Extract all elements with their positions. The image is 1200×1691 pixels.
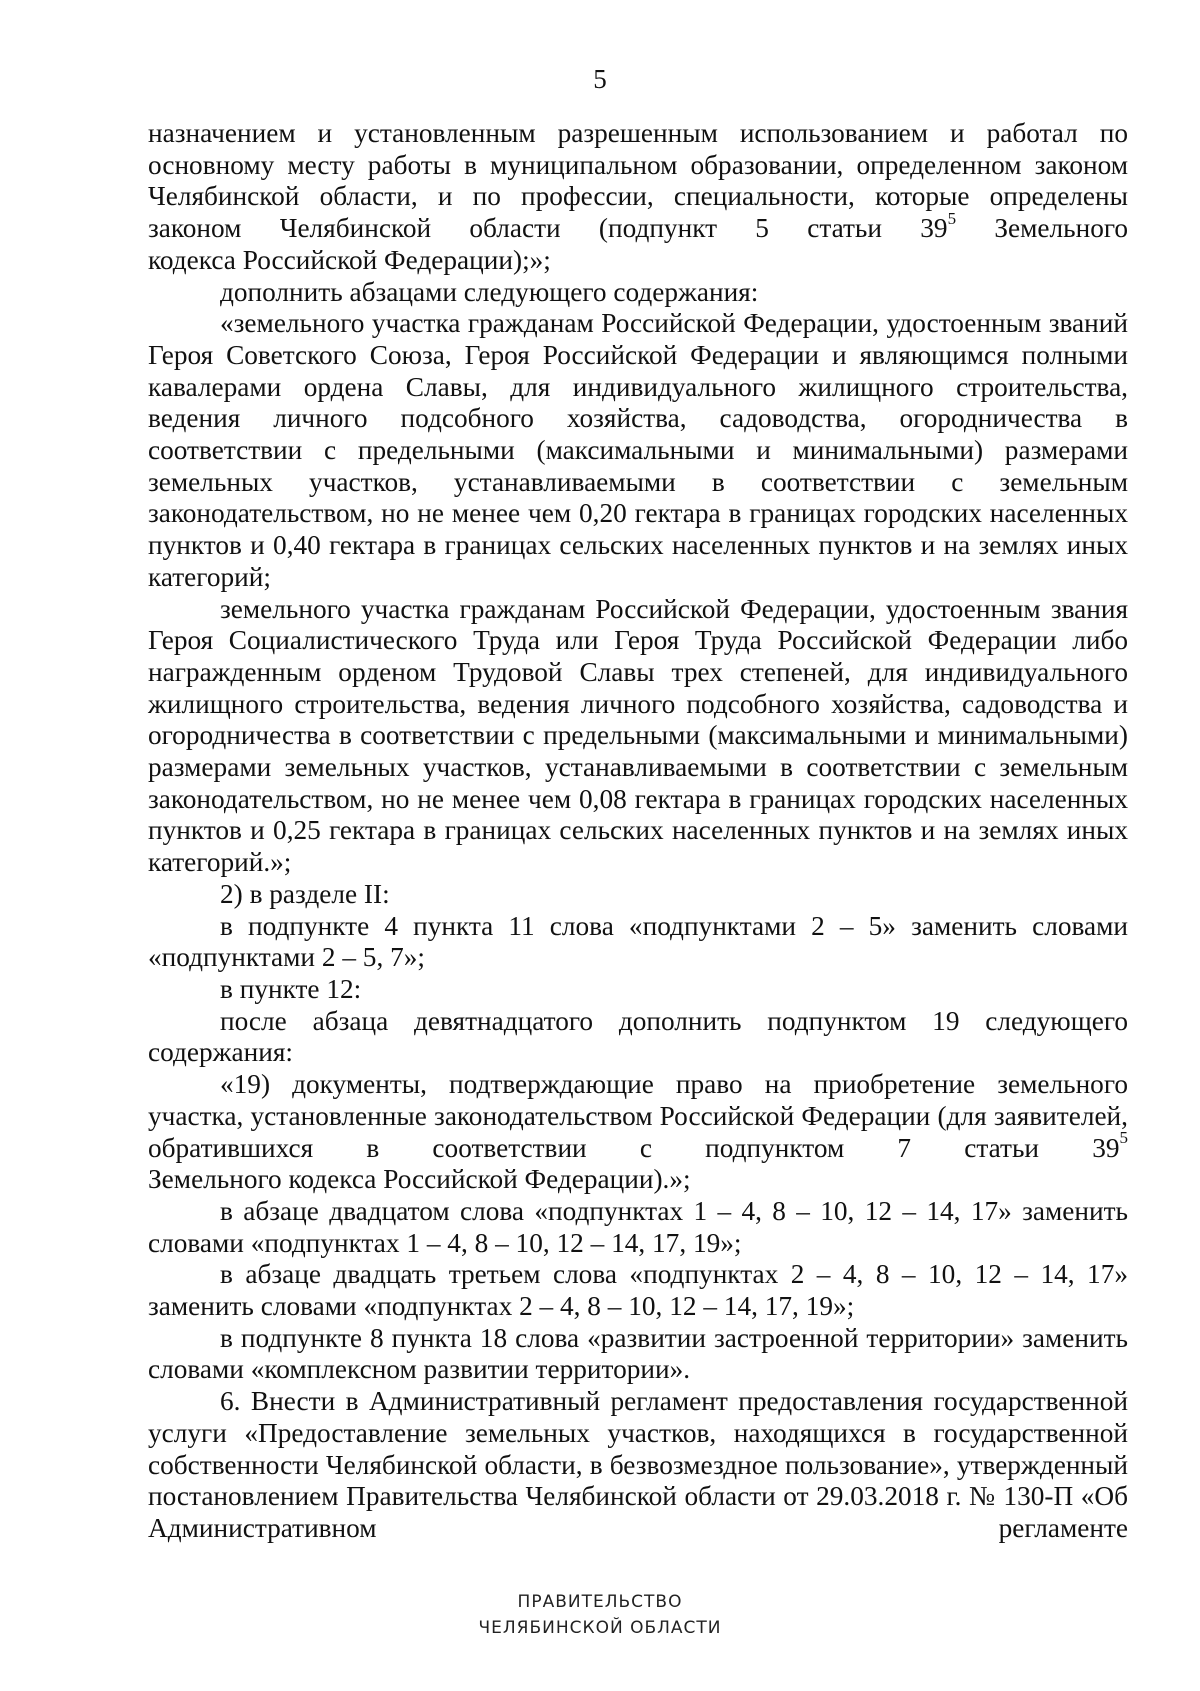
paragraph: «земельного участка гражданам Российской Федерации, удостоенным званий Героя Советского Союза, Героя Российской Федерации и являющимся полными кавалерами ордена Славы, для индивидуального жилищного строительства, ведения личного подсобного хозяйства, садоводства, огородничества в соответствии с предельными (максимальными и минимальными) размерами земельных участков, устанавливаемыми в соответствии с земельным законодательством, но не менее чем 0,20 гектара в границах городских населенных пунктов и 0,40 гектара в границах сельских населенных пунктов и на землях иных категорий;	[148, 308, 1129, 592]
paragraph-end: кодекса Российской Федерации);»;	[148, 244, 551, 275]
paragraph: в подпункте 4 пункта 11 слова «подпунктами 2 – 5» заменить словами «подпунктами 2 – 5, 7»;	[148, 910, 1128, 973]
stamp-line-1: ПРАВИТЕЛЬСТВО	[517, 1592, 683, 1612]
paragraph: в абзаце двадцать третьем слова «подпунктах 2 – 4, 8 – 10, 12 – 14, 17» заменить словами «подпунктах 2 – 4, 8 – 10, 12 – 14, 17, 19»;	[148, 1259, 1128, 1322]
paragraph: назначением и установленным разрешенным использованием и работал по основному месту работы в муниципальном образовании, определенном законом Челябинской области, и по профессии, специальности, которые определены законом Челябинской области (подпункт 5 статьи $39^5$ Земельного	[148, 118, 1129, 244]
paragraph: 2) в разделе II:	[220, 878, 390, 909]
superscript: 5	[1119, 1128, 1128, 1148]
paragraph: в абзаце двадцатом слова «подпунктах 1 – 4, 8 – 10, 12 – 14, 17» заменить словами «подпунктах 1 – 4, 8 – 10, 12 – 14, 17, 19»;	[148, 1195, 1128, 1258]
text-with-superscript: определены законом Челябинской области (подпункт 5 статьи $39^5$ Земельного	[148, 181, 1129, 244]
paragraph: «19) документы, подтверждающие право на приобретение земельного участка, установленные законодательством Российской Федерации (для заявителей, обратившихся в соответствии с подпунктом 7 статьи $39^5$	[148, 1069, 1128, 1163]
text-with-superscript: заявителей, обратившихся в соответствии с подпунктом 7 статьи $39^5$	[148, 1100, 1128, 1163]
paragraph: дополнить абзацами следующего содержания:	[220, 276, 759, 307]
page-number: 5	[593, 64, 607, 94]
paragraph: в пункте 12:	[220, 973, 362, 1004]
paragraph: 6. Внести в Административный регламент предоставления государственной услуги «Предоставление земельных участков, находящихся в государственной собственности Челябинской области, в безвозмездное пользование», утвержденный постановлением Правительства Челябинской области от 29.03.2018 г. № 130-П «Об Административном регламенте	[148, 1386, 1129, 1543]
paragraph-end: Земельного кодекса Российской Федерации).»;	[148, 1164, 691, 1195]
stamp-line-2: ЧЕЛЯБИНСКОЙ ОБЛАСТИ	[478, 1618, 722, 1638]
paragraph: в подпункте 8 пункта 18 слова «развитии застроенной территории» заменить словами «комплексном развитии территории».	[148, 1322, 1128, 1385]
paragraph: после абзаца девятнадцатого дополнить подпунктом 19 следующего содержания:	[148, 1005, 1128, 1068]
superscript: 5	[947, 209, 957, 229]
paragraph: земельного участка гражданам Российской Федерации, удостоенным звания Героя Социалистического Труда или Героя Труда Российской Федерации либо награжденным орденом Трудовой Славы трех степеней, для индивидуального жилищного строительства, ведения личного подсобного хозяйства, садоводства и огородничества в соответствии с предельными (максимальными и минимальными) размерами земельных участков, устанавливаемыми в соответствии с земельным законодательством, но не менее чем 0,08 гектара в границах городских населенных пунктов и 0,25 гектара в границах сельских населенных пунктов и на землях иных категорий.»;	[148, 593, 1129, 878]
document-body	[148, 118, 1128, 1545]
